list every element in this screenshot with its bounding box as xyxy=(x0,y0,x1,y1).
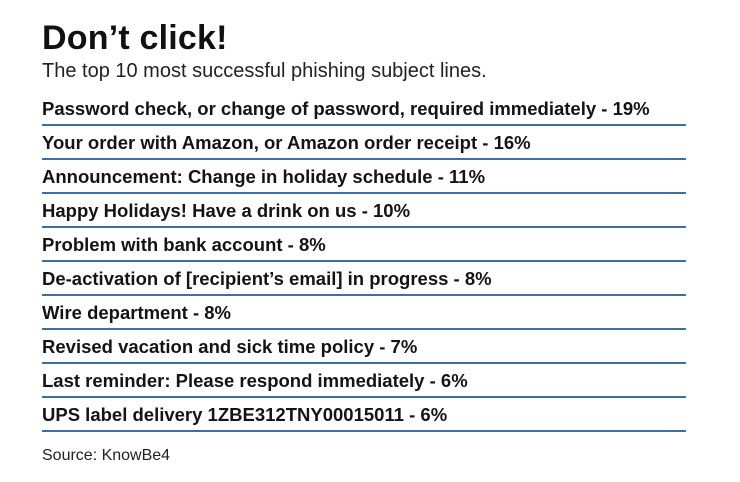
list-item: Happy Holidays! Have a drink on us - 10% xyxy=(42,194,686,228)
list-item: Problem with bank account - 8% xyxy=(42,228,686,262)
subject-lines-list xyxy=(42,92,686,432)
list-item: Last reminder: Please respond immediately - 6% xyxy=(42,364,686,398)
list-item: Password check, or change of password, required immediately - 19% xyxy=(42,92,686,126)
list-item: Your order with Amazon, or Amazon order receipt - 16% xyxy=(42,126,686,160)
list-item: Revised vacation and sick time policy - 7% xyxy=(42,330,686,364)
list-item: De-activation of [recipient’s email] in progress - 8% xyxy=(42,262,686,296)
list-item: UPS label delivery 1ZBE312TNY00015011 - 6% xyxy=(42,398,686,432)
list-item: Announcement: Change in holiday schedule - 11% xyxy=(42,160,686,194)
page-title: Don’t click! xyxy=(42,19,228,57)
page-subtitle: The top 10 most successful phishing subject lines. xyxy=(42,60,487,82)
list-item: Wire department - 8% xyxy=(42,296,686,330)
infographic xyxy=(42,18,686,466)
source-note: Source: KnowBe4 xyxy=(42,447,171,464)
